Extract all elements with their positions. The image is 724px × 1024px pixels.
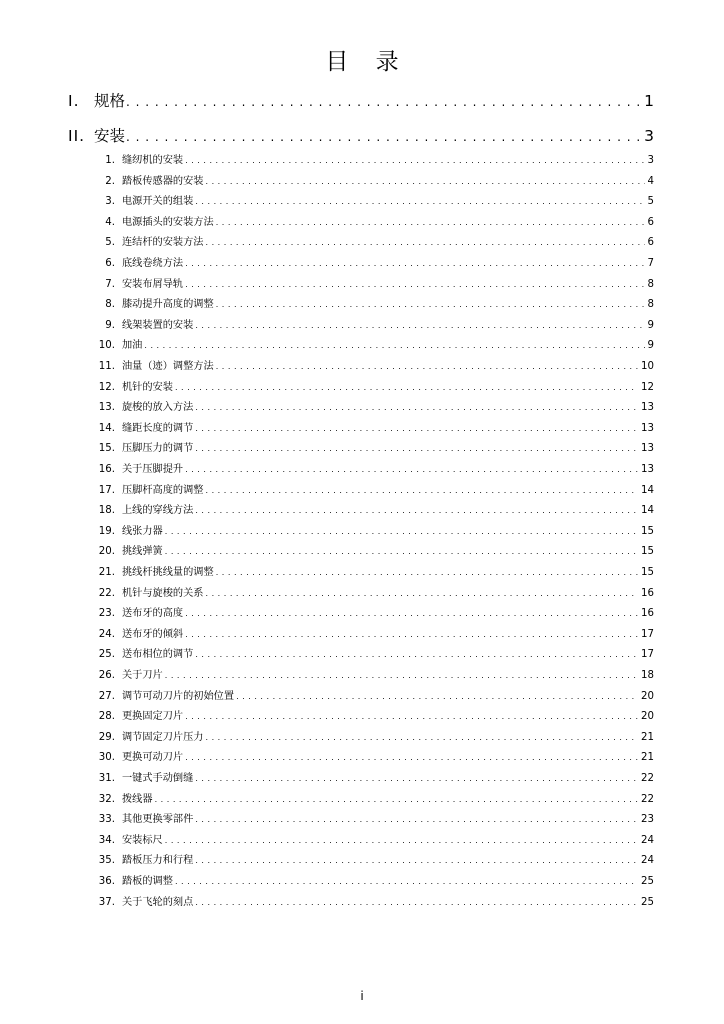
item-number: 31. (98, 773, 115, 784)
item-title: 拨线器 (122, 793, 153, 805)
dot-leader (193, 194, 644, 210)
page-number: 22 (641, 773, 654, 784)
item-title: 挑线杆挑线量的调整 (122, 567, 214, 578)
page-number: 23 (641, 814, 654, 826)
item-number: 14. (98, 422, 115, 434)
item-title: 旋梭的放入方法 (122, 402, 194, 414)
page-number: 9 (647, 319, 654, 331)
page-number: 14 (641, 484, 654, 496)
toc-section[interactable] (68, 89, 654, 113)
item-number: 8. (105, 299, 115, 311)
dot-leader (204, 730, 639, 746)
page-number: 7 (647, 258, 654, 269)
toc-item[interactable] (94, 689, 654, 705)
item-title: 压脚压力的调节 (122, 443, 194, 455)
item-number: 20. (98, 546, 115, 558)
toc-item[interactable] (94, 194, 654, 210)
toc-item[interactable] (94, 359, 654, 375)
item-title: 更换可动刀片 (122, 752, 184, 764)
page-number: 3 (644, 127, 654, 145)
item-number: 1. (105, 155, 115, 166)
dot-leader (214, 297, 645, 313)
item-title: 调节固定刀片压力 (122, 731, 204, 743)
item-number: 12. (98, 381, 115, 393)
page-number: 15 (641, 546, 654, 558)
item-number: 24. (98, 628, 115, 640)
item-number: 29. (98, 731, 115, 743)
item-title: 油量（迹）调整方法 (122, 361, 214, 372)
item-title: 上线的穿线方法 (122, 505, 194, 517)
page-number: 21 (641, 752, 654, 764)
page-number: 21 (641, 731, 654, 743)
toc-item[interactable] (94, 792, 654, 808)
dot-leader (193, 421, 638, 437)
item-title: 关于飞轮的刻点 (122, 896, 194, 908)
toc-item[interactable] (94, 277, 654, 293)
toc-item[interactable] (94, 812, 654, 828)
item-title: 送布牙的高度 (122, 608, 184, 620)
page-number: 14 (641, 505, 654, 517)
page-number: 4 (647, 175, 654, 187)
toc-item[interactable] (94, 544, 654, 560)
dot-leader (234, 689, 638, 705)
item-number: 11. (98, 361, 115, 372)
dot-leader (183, 256, 644, 272)
item-title: 踏板的调整 (122, 876, 173, 887)
page-number: 25 (641, 876, 654, 887)
item-number: 33. (98, 814, 115, 826)
toc-item[interactable] (94, 771, 654, 787)
item-title: 电源开关的组装 (122, 196, 194, 208)
item-number: 10. (98, 340, 115, 352)
item-title: 安装布屑导轨 (122, 278, 184, 290)
page-number: 13 (641, 422, 654, 434)
item-number: 16. (98, 464, 115, 475)
dot-leader (125, 125, 640, 148)
item-title: 线张力器 (122, 525, 163, 537)
toc-item[interactable] (94, 503, 654, 519)
dot-leader (183, 277, 644, 293)
page-number: 8 (647, 278, 654, 290)
toc-item[interactable] (94, 380, 654, 396)
dot-leader (183, 153, 644, 169)
page-number: 5 (647, 196, 654, 208)
item-title: 调节可动刀片的初始位置 (122, 690, 235, 702)
item-title: 挑线弹簧 (122, 546, 163, 558)
item-title: 踏板压力和行程 (122, 855, 194, 867)
item-title: 膝动提升高度的调整 (122, 299, 214, 311)
item-number: 23. (98, 608, 115, 620)
dot-leader (214, 565, 638, 581)
toc-item[interactable] (94, 462, 654, 478)
item-number: 2. (105, 175, 115, 187)
item-title: 更换固定刀片 (122, 711, 184, 723)
item-title: 机针与旋梭的关系 (122, 587, 204, 599)
toc-item[interactable] (94, 318, 654, 334)
toc-item[interactable] (94, 235, 654, 251)
toc-item[interactable] (94, 853, 654, 869)
page-number: 24 (641, 834, 654, 846)
toc-item[interactable] (94, 627, 654, 643)
item-title: 加油 (122, 340, 143, 352)
toc-item[interactable] (94, 441, 654, 457)
dot-leader (163, 524, 638, 540)
dot-leader (183, 606, 638, 622)
item-number: 34. (98, 834, 115, 846)
toc-item[interactable] (94, 297, 654, 313)
item-title: 一键式手动倒缝 (122, 773, 194, 784)
item-title: 送布牙的倾斜 (122, 628, 184, 640)
toc-item[interactable] (94, 647, 654, 663)
dot-leader (204, 235, 645, 251)
page-number: 20 (641, 711, 654, 723)
item-number: 6. (105, 258, 115, 269)
section-title: 规格 (94, 92, 126, 110)
item-number: 21. (98, 567, 115, 578)
page-number: 10 (641, 361, 654, 372)
section-title: 安装 (94, 127, 126, 145)
toc-item[interactable] (94, 338, 654, 354)
item-title: 缝纫机的安装 (122, 155, 184, 166)
dot-leader (204, 586, 639, 602)
item-title: 电源插头的安装方法 (122, 216, 214, 228)
item-title: 其他更换零部件 (122, 814, 194, 826)
item-title: 安装标尺 (122, 834, 163, 846)
toc-item[interactable] (94, 586, 654, 602)
page-number: 13 (641, 464, 654, 475)
page-footer-number: i (360, 989, 364, 1003)
dot-leader (153, 792, 638, 808)
item-title: 关于刀片 (122, 670, 163, 681)
dot-leader (193, 647, 638, 663)
toc-item[interactable] (94, 153, 654, 169)
page-number: 20 (641, 690, 654, 702)
toc-item[interactable] (94, 895, 654, 911)
toc-item[interactable] (94, 174, 654, 190)
dot-leader (193, 441, 638, 457)
item-title: 连结杆的安装方法 (122, 237, 204, 249)
toc-item[interactable] (94, 524, 654, 540)
page-number: 6 (647, 237, 654, 249)
toc-item[interactable] (94, 483, 654, 499)
dot-leader (204, 174, 645, 190)
page-number: 15 (641, 567, 654, 578)
dot-leader (204, 483, 639, 499)
item-number: 5. (105, 237, 115, 249)
dot-leader (193, 400, 638, 416)
dot-leader (163, 668, 638, 684)
dot-leader (193, 812, 638, 828)
dot-leader (193, 318, 644, 334)
page-number: 9 (647, 340, 654, 352)
item-number: 27. (98, 690, 115, 702)
item-number: 19. (98, 525, 115, 537)
toc-item[interactable] (94, 750, 654, 766)
page-number: 25 (641, 896, 654, 908)
dot-leader (125, 90, 640, 113)
toc-item[interactable] (94, 565, 654, 581)
toc-item[interactable] (94, 709, 654, 725)
dot-leader (163, 544, 638, 560)
toc-item[interactable] (94, 833, 654, 849)
item-number: 37. (98, 896, 115, 908)
page-number: 8 (647, 299, 654, 311)
item-title: 送布相位的调节 (122, 649, 194, 661)
section-number: I. (68, 92, 80, 110)
page-number: 15 (641, 525, 654, 537)
dot-leader (193, 771, 638, 787)
page-number: 24 (641, 855, 654, 867)
page-number: 1 (644, 92, 654, 110)
dot-leader (142, 338, 644, 354)
page-number: 13 (641, 402, 654, 414)
dot-leader (183, 750, 638, 766)
toc-item[interactable] (94, 874, 654, 890)
dot-leader (183, 627, 638, 643)
item-number: 9. (105, 319, 115, 331)
item-number: 32. (98, 793, 115, 805)
toc-item[interactable] (94, 668, 654, 684)
item-title: 底线卷绕方法 (122, 258, 184, 269)
item-number: 26. (98, 670, 115, 681)
dot-leader (193, 503, 638, 519)
item-title: 踏板传感器的安装 (122, 175, 204, 187)
dot-leader (173, 874, 638, 890)
item-number: 4. (105, 216, 115, 228)
toc-item[interactable] (94, 215, 654, 231)
page-number: 6 (647, 216, 654, 228)
toc-item[interactable] (94, 421, 654, 437)
dot-leader (183, 462, 638, 478)
item-number: 25. (98, 649, 115, 661)
toc-item[interactable] (94, 730, 654, 746)
page-number: 16 (641, 587, 654, 599)
page-number: 17 (641, 628, 654, 640)
item-title: 线架装置的安装 (122, 319, 194, 331)
item-title: 压脚杆高度的调整 (122, 484, 204, 496)
toc-item[interactable] (94, 400, 654, 416)
dot-leader (183, 709, 638, 725)
dot-leader (193, 853, 638, 869)
page-number: 17 (641, 649, 654, 661)
dot-leader (214, 215, 645, 231)
item-number: 15. (98, 443, 115, 455)
item-number: 7. (105, 278, 115, 290)
page-number: 12 (641, 381, 654, 393)
item-number: 17. (98, 484, 115, 496)
item-number: 36. (98, 876, 115, 887)
dot-leader (214, 359, 638, 375)
item-number: 35. (98, 855, 115, 867)
item-number: 18. (98, 505, 115, 517)
page-number: 3 (647, 155, 654, 166)
toc-item[interactable] (94, 606, 654, 622)
page-title: 目 录 (325, 49, 409, 75)
item-title: 关于压脚提升 (122, 464, 184, 475)
section-number: II. (68, 127, 86, 145)
toc-item[interactable] (94, 256, 654, 272)
item-number: 30. (98, 752, 115, 764)
page-number: 16 (641, 608, 654, 620)
dot-leader (193, 895, 638, 911)
item-number: 3. (105, 196, 115, 208)
toc-section[interactable] (68, 124, 654, 148)
item-title: 缝距长度的调节 (122, 422, 194, 434)
page-number: 13 (641, 443, 654, 455)
page-number: 18 (641, 670, 654, 681)
item-number: 28. (98, 711, 115, 723)
item-number: 22. (98, 587, 115, 599)
page-number: 22 (641, 793, 654, 805)
item-title: 机针的安装 (122, 381, 173, 393)
dot-leader (163, 833, 638, 849)
item-number: 13. (98, 402, 115, 414)
dot-leader (173, 380, 638, 396)
